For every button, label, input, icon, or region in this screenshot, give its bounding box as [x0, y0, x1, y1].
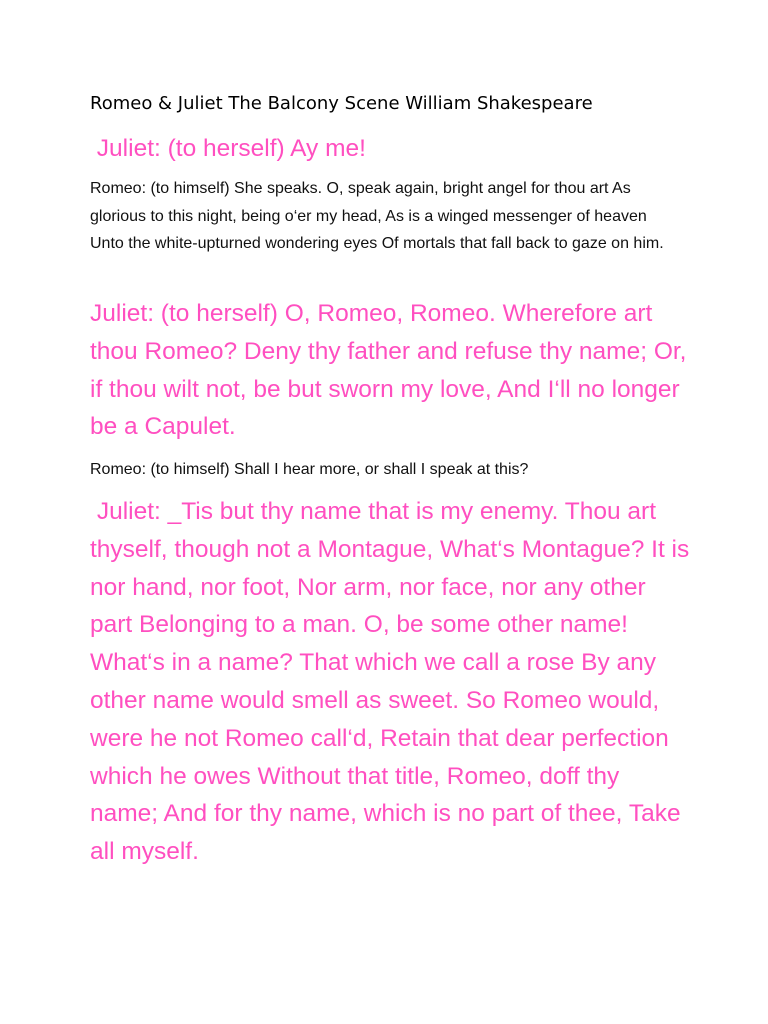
juliet-line: Juliet: _Tis but thy name that is my enemy. Thou art thyself, though not a Montague, What‘s Montague? It is nor hand, nor foot, Nor arm, nor face, nor any other part Belonging to a man. O, be some other name! What‘s in a name? That which we call a rose By any other name would smell as sweet. So Romeo would, were he not Romeo call‘d, Retain that dear perfection which he owes Without that title, Romeo, doff thy name; And for thy name, which is no part of thee, Take all myself.	[90, 498, 697, 866]
romeo-line: Romeo: (to himself) She speaks. O, speak again, bright angel for thou art As glorious to this night, being o‘er my head, As is a winged messenger of heaven Unto the white-upturned wondering eyes Of mortals that fall back to gaze on him.	[90, 180, 664, 252]
juliet-line: Juliet: (to herself) O, Romeo, Romeo. Wherefore art thou Romeo? Deny thy father and refuse thy name; Or, if thou wilt not, be but sworn my love, And I‘ll no longer be a Capulet.	[90, 300, 687, 441]
juliet-line: Juliet: (to herself) Ay me!	[90, 135, 366, 162]
romeo-line: Romeo: (to himself) Shall I hear more, or shall I speak at this?	[90, 461, 529, 478]
document-title: Romeo & Juliet The Balcony Scene William Shakespeare	[90, 93, 593, 114]
